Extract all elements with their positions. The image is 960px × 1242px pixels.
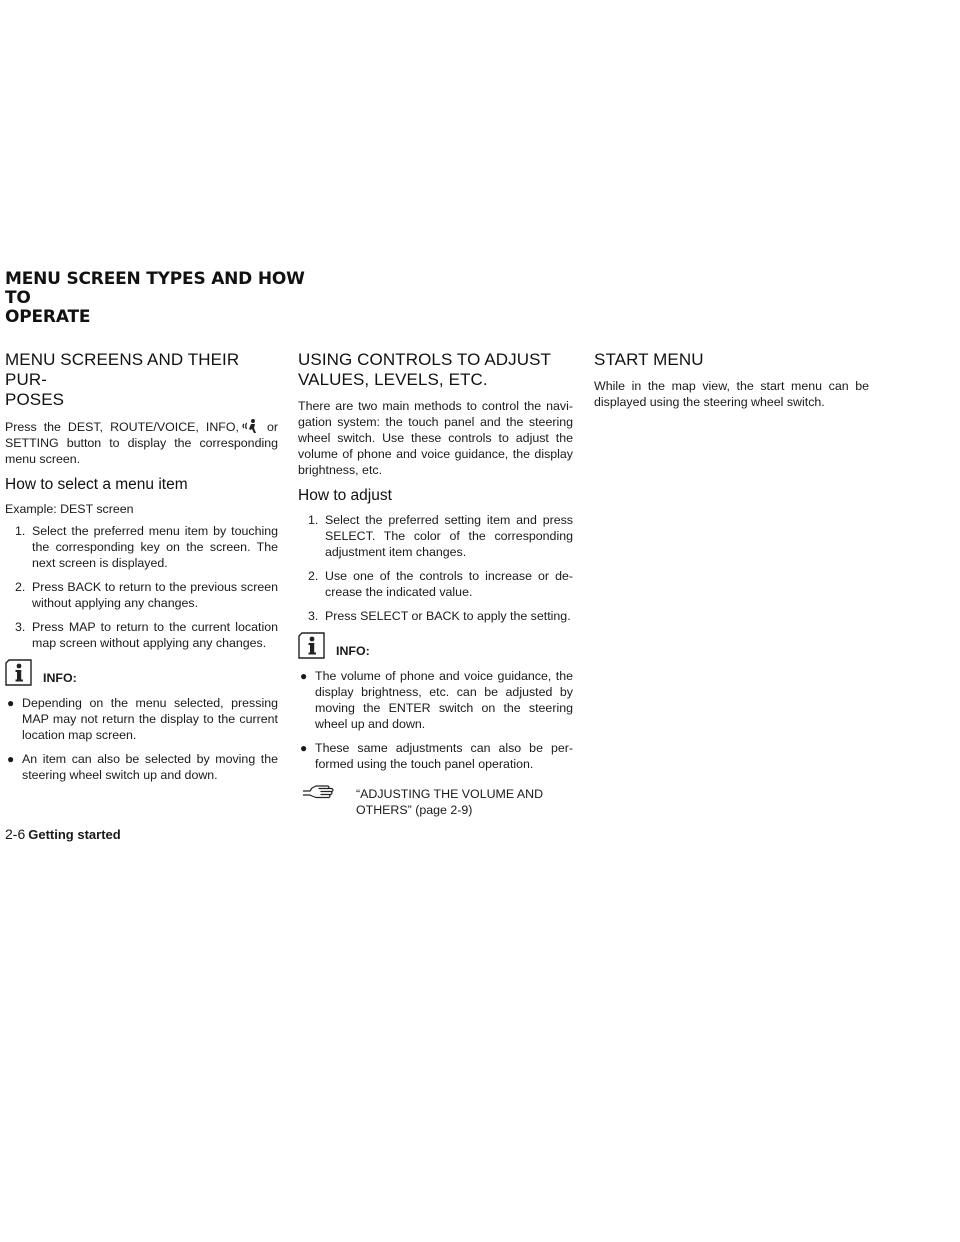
example-label: Example: DEST screen — [5, 502, 134, 516]
heading-using-controls: USING CONTROLS TO ADJUST VALUES, LEVELS, ETC. — [298, 350, 552, 389]
steps-select-menu — [5, 523, 278, 651]
pointing-hand-icon — [302, 782, 340, 802]
column-start-menu — [594, 350, 869, 418]
info-bullets — [5, 695, 278, 783]
list-item: ● Depending on the menu selected, pressing MAP may not return the display to the current location map screen. — [7, 696, 278, 742]
column-using-controls — [298, 350, 573, 820]
list-item: 2. Press BACK to return to the previous screen without applying any changes. — [15, 580, 278, 610]
steps-how-to-adjust — [298, 512, 573, 624]
page-footer — [5, 826, 121, 843]
bullet-icon: ● — [300, 669, 308, 683]
cross-reference-text: “ADJUSTING THE VOLUME AND OTHERS” (page 2-9) — [356, 787, 544, 817]
heading-menu-screens: MENU SCREENS AND THEIR PUR- POSES — [5, 350, 240, 409]
list-item: ● An item can also be selected by moving the steering wheel switch up and down. — [7, 752, 278, 782]
info-label: INFO: — [336, 644, 370, 658]
list-item: 1. Select the preferred menu item by touching the corresponding key on the screen. The next screen is displayed. — [15, 524, 278, 570]
info-block — [298, 632, 573, 662]
subheading-select-menu-item: How to select a menu item — [5, 476, 188, 493]
bullet-icon: ● — [7, 752, 15, 766]
list-item: 1. Select the preferred setting item and press SELECT. The color of the corresponding adjustment item changes. — [308, 513, 573, 559]
intro-using-controls: There are two main methods to control the navi-gation system: the touch panel and the steering wheel switch. Use these controls to adjust the volume of phone and voice guidance, the display brightness, etc. — [298, 399, 573, 477]
start-menu-text: While in the map view, the start menu can be displayed using the steering wheel switch. — [594, 379, 869, 409]
section-title — [5, 270, 325, 327]
cross-reference — [298, 780, 573, 820]
page-number: 2-6 — [5, 826, 26, 842]
info-icon — [5, 659, 32, 686]
voice-command-icon — [242, 418, 260, 434]
info-bullets — [298, 668, 573, 772]
list-item: 3. Press MAP to return to the current location map screen without applying any changes. — [15, 620, 278, 650]
chapter-title: Getting started — [28, 827, 121, 842]
section-title-line1: MENU SCREEN TYPES AND HOW TO — [5, 269, 305, 308]
list-item: ● These same adjustments can also be per-formed using the touch panel operation. — [300, 741, 573, 771]
list-item: ● The volume of phone and voice guidance, the display brightness, etc. can be adjusted by moving the ENTER switch on the steering wheel up and down. — [300, 669, 573, 731]
subheading-how-to-adjust: How to adjust — [298, 487, 392, 504]
column-menu-screens — [5, 350, 278, 791]
list-item: 2. Use one of the controls to increase or de-crease the indicated value. — [308, 569, 573, 599]
info-icon — [298, 632, 325, 659]
list-item: 3. Press SELECT or BACK to apply the setting. — [308, 609, 571, 623]
bullet-icon: ● — [7, 696, 15, 710]
heading-start-menu: START MENU — [594, 350, 704, 369]
bullet-icon: ● — [300, 741, 308, 755]
info-block — [5, 659, 278, 689]
intro-menu-screens: Press the DEST, ROUTE/VOICE, INFO, or SETTING button to display the corresponding menu screen. — [5, 420, 278, 466]
section-title-line2: OPERATE — [5, 307, 91, 327]
info-label: INFO: — [43, 671, 77, 685]
